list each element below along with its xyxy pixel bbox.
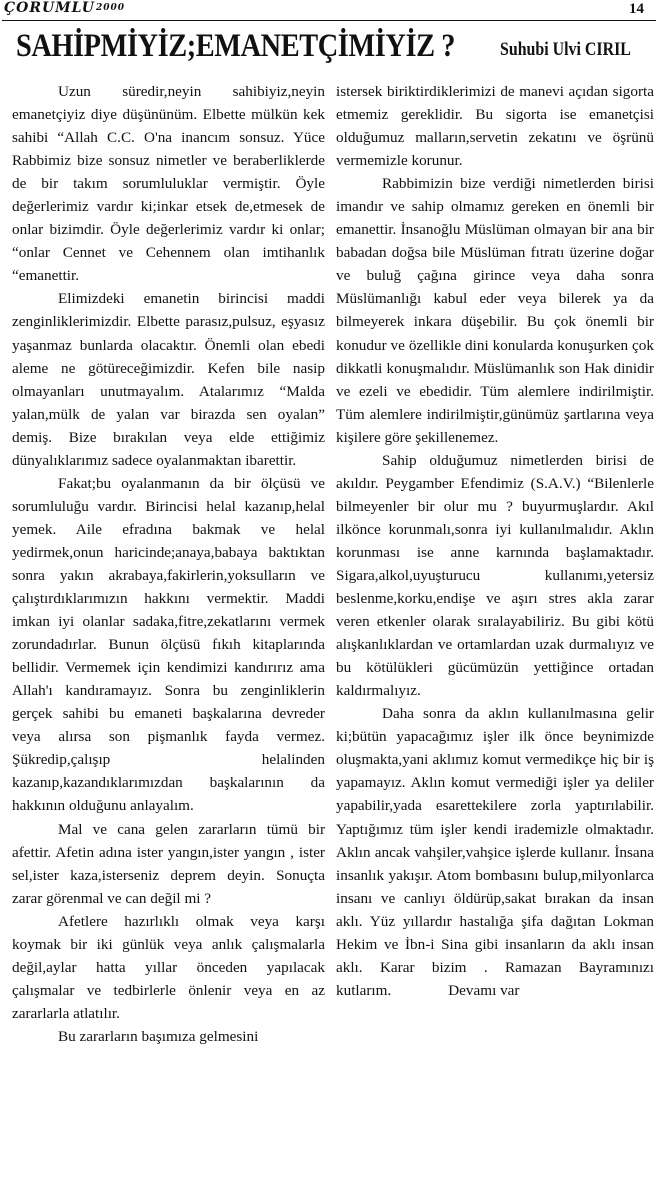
- paragraph: Bu zararların başımıza gelmesini: [58, 1027, 259, 1045]
- paragraph: Afetlere hazırlıklı olmak veya karşı koymak bir iki günlük veya anlık çalışmalarla değil,aylar hatta yıllar önceden yapılacak çalışmalar ve tedbirlerle önlenir veya en az zararlarla atlatılır.: [12, 912, 325, 1022]
- paragraph-text: Daha sonra da aklın kullanılmasına gelir ki;bütün yapacağımız işler ilk önce beynimizde oluşmakta,yani aklımız komut vermedikçe hiç bir iş yapamayız. Aklın komut vermediği işler ya deliler yapabilir,yada esarettekilere zorla yaptırılabilir. Yaptığımız tüm işler kendi irademizle olmaktadır. Aklın ancak vahşiler,vahşice işlerde kullanır. İnsana insanlık yakışır. Atom bombasını bulup,milyonlarca insanı ve canlıyı öldürüp,sakat bırakan da insan aklı. Yüz yıllardır hastalığa şifa dağıtan Lokman Hekim ve İbn-i Sina gibi insanların da aklı insan aklı. Karar bizim . Ramazan Bayramınızı kutlarım.: [336, 705, 654, 999]
- article-author: Suhubi Ulvi CIRIL: [500, 40, 631, 60]
- continued-note: Devamı var: [448, 981, 520, 999]
- paragraph: Sahip olduğumuz nimetlerden birisi de akıldır. Peygamber Efendimiz (S.A.V.) “Bilenlerle bilmeyenler bir olur mu ? buyurmuşlardır. Akıl ilkönce korunmalı,sonra iyi kullanılmalıdır. Aklın korunması ise anne karnında başlamaktadır. Sigara,alkol,uyuşturucu kullanımı,yetersiz beslenme,korku,endişe ve aşırı stres akla zarar veren etkenler olarak sıralayabiliriz. Bu gibi kötü alışkanlıklardan ve ortamlardan uzak durmalıyız ve bu kötülükleri gücümüzün yettiğince ortadan kaldırmalıyız.: [336, 451, 654, 700]
- right-column: [336, 80, 654, 1002]
- article-title: SAHİPMİYİZ;EMANETÇİMİYİZ ?: [16, 28, 456, 64]
- paragraph: Rabbimizin bize verdiği nimetlerden birisi imandır ve sahip olmamız gereken en önemli bir emanettir. İnsanoğlu Müslüman olmayan bir ana bir babadan doğsa bile Müslüman fıtratı üzerine doğar ve buluğ çağına girince veya daha sonra Müslümanlığı kabul eder veya bilerek ya da bilmeyerek inkara düşebilir. Bu çok önemli bir konudur ve özellikle dini konularda konuşurken çok dikkatli konuşmalıdır. Müslümanlık son Hak dinidir ve ezeli ve ebedidir. Tüm alemlere indirilmiştir. Tüm alemlere indirilmiştir,günümüz şartlarına veya kişilere göre şekillenemez.: [336, 175, 654, 446]
- paragraph: Uzun süredir,neyin sahibiyiz,neyin emanetçiyiz diye düşününüm. Elbette mülkün kek sahibi “Allah C.C. O'na inancım sonsuz. Yüce Rabbimiz bize sonsuz nimetler ve beraberliklerde de bir takım sorumluluklar vermiştir. Öyle değerlerimiz vardır ki;inkar etsek de,etmesek de onlar bizimdir. Öyle değerlerimiz vardır ki onlar; “onlar Cennet ve Cehennem olan imtihanlık “emanettir.: [12, 83, 325, 285]
- paragraph: Fakat;bu oyalanmanın da bir ölçüsü ve sorumluluğu vardır. Birincisi helal kazanıp,helal yemek. Aile efradına bakmak ve helal yedirmek,onun haricinde;anaya,babaya baktıktan sonra yakın akrabaya,fakirlerin,yoksulların ve çalıştırdıklarımızın hakkını vermektir. Maddi imkan iyi olanlar sadaka,fitre,zekatlarını vermek zorundadırlar. Bunun ölçüsü fıkıh kitaplarında bellidir. Vermemek için kendimizi kandırırız ama Allah'ı kandıramayız. Sonra bu zenginliklerin gerçek sahibi bu emaneti başkalarına devreder veya alırsa son pişmanlık fayda vermez. Şükredip,çalışıp helalinden kazanıp,kazandıklarımızdan başkalarının da hakkının olduğunu anlayalım.: [12, 474, 325, 815]
- header-rule: [2, 20, 656, 21]
- paragraph: Elimizdeki emanetin birincisi maddi zenginliklerimizdir. Elbette parasız,pulsuz, eşyasız yaşanmaz bunlarda olacaktır. Önemli olan ebedi aleme ne götüreceğimizdir. Kefen bile nasip olmayanları unutmayalım. Atalarımız “Malda yalan,mülk de yalan var birazda sen oyalan” demiş. Bize bırakılan veya elde ettiğimiz dünyalıklarımız sadece oyalanmaktan ibarettir.: [12, 290, 325, 469]
- left-column: [12, 80, 325, 1048]
- page-header: [0, 0, 658, 22]
- publication-name: ÇORUMLU: [4, 0, 95, 16]
- publication-year: 2000: [96, 3, 126, 13]
- paragraph: [336, 702, 654, 1002]
- paragraph-continued: istersek biriktirdiklerimizi de manevi açıdan sigorta etmemiz gereklidir. Bu sigorta ise emanetçisi olduğumuz malların,servetin zekatını ve öşrünü vermemizle korunur.: [336, 83, 654, 170]
- paragraph: Mal ve cana gelen zararların tümü bir afettir. Afetin adına ister yangın,ister yangın , ister sel,ister kaza,isterseniz deprem deyin. Sonuçta zarar görenmal ve can değil mi ?: [12, 820, 325, 907]
- page-number: 14: [629, 1, 644, 17]
